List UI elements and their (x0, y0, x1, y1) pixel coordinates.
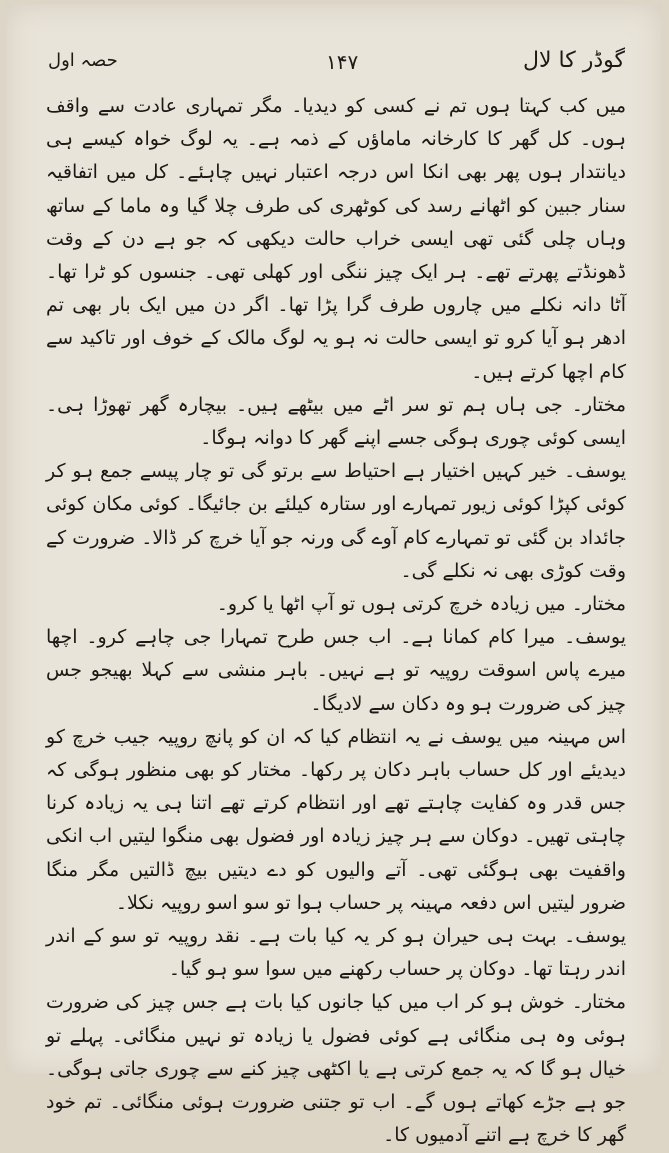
paragraph: مختار۔ جی ہاں ہم تو سر اٹے میں بیٹھے ہیں۔ بیچارہ گھر تھوڑا ہی۔ ایسی کوئی چوری ہوگی جسے اپنے گھر کا دوانہ ہوگا۔ (46, 393, 626, 450)
page-number: ۱۴۷ (326, 50, 359, 74)
paragraph: یوسف۔ بہت ہی حیران ہو کر یہ کیا بات ہے۔ نقد روپیہ تو سو کے اندر اندر رہتا تھا۔ دوکان پر حساب رکھنے میں سوا سو ہو گیا۔ (46, 925, 626, 981)
page-header (6, 42, 661, 82)
paragraph: یوسف۔ خیر کہیں اختیار ہے احتیاط سے برتو گی تو چار پیسے جمع ہو کر کوئی کپڑا کوئی زیور تمہارے اور ستارہ کیلئے بن جائیگا۔ کوئی مکان کوئی جائداد بن گئی تو تمہارے کام آوے گی ورنہ جو آیا خرچ کر ڈالا۔ ضرورت کے وقت کوڑی بھی نہ نکلے گی۔ (46, 460, 626, 582)
paragraph: یوسف۔ میرا کام کمانا ہے۔ اب جس طرح تمہارا جی چاہے کرو۔ اچھا میرے پاس اسوقت روپیہ تو ہے نہیں۔ باہر منشی سے کہلا بھیجو جس چیز کی ضرورت ہو وہ دکان سے لادیگا۔ (46, 626, 626, 715)
body-text (46, 90, 626, 1147)
book-page (6, 4, 661, 1147)
paragraph: اس مہینہ میں یوسف نے یہ انتظام کیا کہ ان کو پانچ روپیہ جیب خرچ کو دیدیئے اور کل حساب باہر دکان پر رکھا۔ مختار کو بھی منظور ہوگی کہ جس قدر وہ کفایت چاہتے تھے اور انتظام کرتے تھے اتنا ہی یہ زیادہ کرنا چاہتی تھیں۔ دوکان سے ہر چیز زیادہ اور فضول بھی منگوا لیتیں اب انکی واقفیت بھی ہوگئی تھی۔ آتے والیوں کو دے دیتیں بیچ ڈالتیں مگر منگا ضرور لیتیں اس دفعہ مہینہ پر حساب ہوا تو سو اسو روپیہ نکلا۔ (46, 725, 626, 914)
section-label: حصہ اول (48, 50, 118, 71)
paragraph: مختار۔ خوش ہو کر اب میں کیا جانوں کیا بات ہے جس چیز کی ضرورت ہوئی وہ ہی منگائی ہے کوئی فضول یا زیادہ تو نہیں منگائی۔ پہلے تو خیال ہو گا کہ یہ جمع کرتی ہے یا اکٹھی چیز کنے سے چوری جاتی ہوگی۔ جو ہے جڑے کھاتے ہوں گے۔ اب تو جتنی ضرورت ہوئی منگائی۔ تم خود گھر کا خرچ ہے اتنے آدمیوں کا۔ (46, 991, 626, 1147)
paragraph: مختار۔ میں زیادہ خرچ کرتی ہوں تو آپ اٹھا یا کرو۔ (216, 593, 626, 616)
paragraph: میں کب کہتا ہوں تم نے کسی کو دیدیا۔ مگر تمہاری عادت سے واقف ہوں۔ کل گھر کا کارخانہ ماماؤں کے ذمہ ہے۔ یہ لوگ خواہ کیسے ہی دیانتدار ہوں پھر بھی انکا اس درجہ اعتبار نہیں چاہئے۔ کل میں اتفاقیہ سنار جبین کو اٹھانے رسد کی کوٹھری کی طرف چلا گیا وہ ماما کے ساتھ وہاں چلی گئی تھی ایسی خراب حالت دیکھی کہ جو ہے دن کے وقت ڈھونڈتے پھرتے تھے۔ ہر ایک چیز ننگی اور کھلی تھی۔ جنسوں کو ٹرا تھا۔ آٹا دانہ نکلے میں چاروں طرف گرا پڑا تھا۔ اگر دن میں ایک بار بھی تم ادھر ہو آیا کرو تو ایسی حالت نہ ہو یہ لوگ مالک کے خوف اور تاکید سے کام اچھا کرتے ہیں۔ (46, 95, 626, 383)
book-title: گوڈر کا لال (523, 48, 625, 73)
